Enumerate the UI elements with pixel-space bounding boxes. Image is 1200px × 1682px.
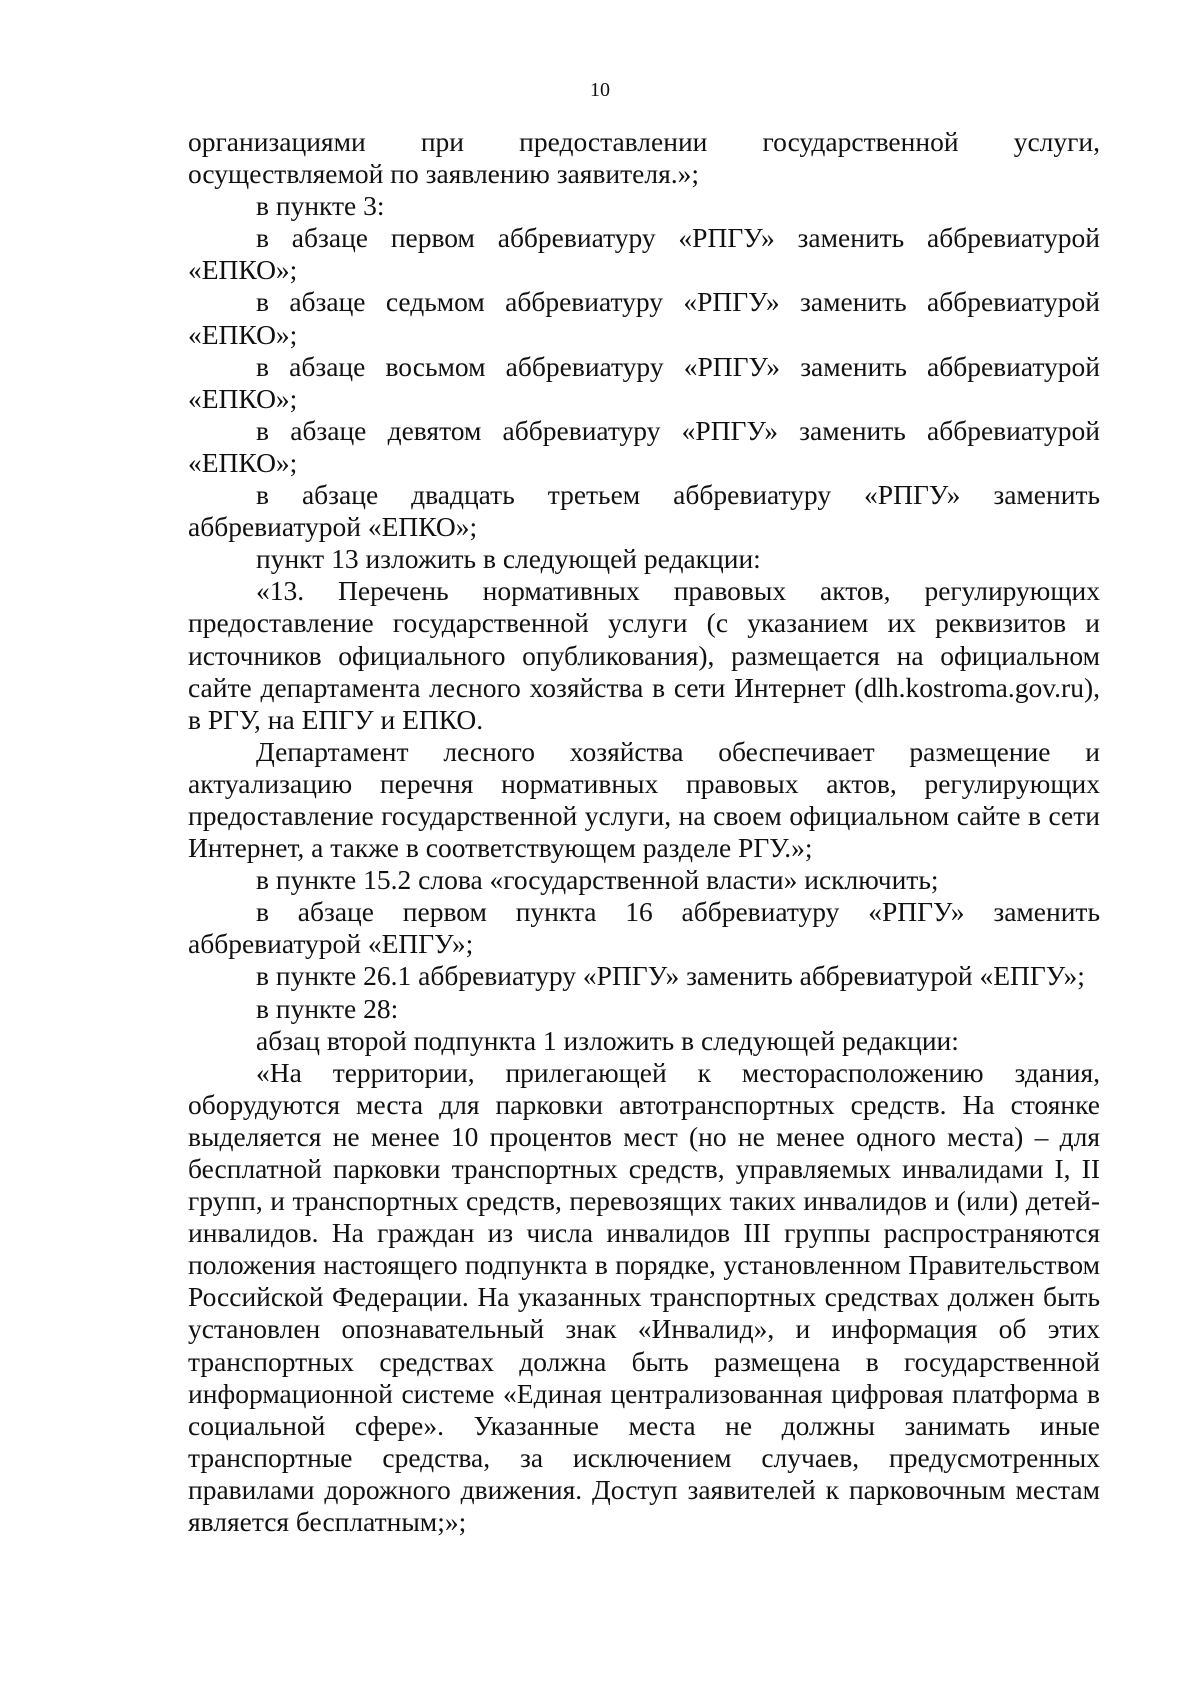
paragraph-point-28-heading: в пункте 28: — [256, 992, 399, 1024]
paragraph-point-26-1: в пункте 26.1 аббревиатуру «РПГУ» заменить аббревиатурой «ЕПГУ»; — [256, 960, 1085, 992]
paragraph-seventh-abzac: в абзаце седьмом аббревиатуру «РПГУ» заменить аббревиатурой «ЕПКО»; — [188, 286, 1100, 350]
document-body — [188, 126, 1100, 1538]
paragraph-twenty-third-abzac: в абзаце двадцать третьем аббревиатуру «РПГУ» заменить аббревиатурой «ЕПКО»; — [188, 479, 1100, 543]
paragraph-first-abzac: в абзаце первом аббревиатуру «РПГУ» заменить аббревиатурой «ЕПКО»; — [188, 222, 1100, 286]
paragraph-subpoint-1-heading: абзац второй подпункта 1 изложить в следующей редакции: — [256, 1024, 959, 1056]
paragraph-point-3-heading: в пункте 3: — [256, 190, 385, 222]
paragraph-continuation: организациями при предоставлении государственной услуги, осуществляемой по заявлению заявителя.»; — [188, 126, 1100, 190]
paragraph-point-13-heading: пункт 13 изложить в следующей редакции: — [256, 543, 761, 575]
paragraph-department-text: Департамент лесного хозяйства обеспечивает размещение и актуализацию перечня нормативных правовых актов, регулирующих предоставление государственной услуги, на своем официальном сайте в сети Интернет, а также в соответствующем разделе РГУ.»; — [188, 735, 1100, 864]
page-number: 10 — [590, 79, 610, 101]
paragraph-point-13-text: «13. Перечень нормативных правовых актов, регулирующих предоставление государственной услуги (с указанием их реквизитов и источников официального опубликования), размещается на официальном сайте департамента лесного хозяйства в сети Интернет (dlh.kostroma.gov.ru), в РГУ, на ЕПГУ и ЕПКО. — [188, 575, 1100, 735]
paragraph-point-16: в абзаце первом пункта 16 аббревиатуру «РПГУ» заменить аббревиатурой «ЕПГУ»; — [188, 896, 1100, 960]
paragraph-eighth-abzac: в абзаце восьмом аббревиатуру «РПГУ» заменить аббревиатурой «ЕПКО»; — [188, 350, 1100, 414]
paragraph-ninth-abzac: в абзаце девятом аббревиатуру «РПГУ» заменить аббревиатурой «ЕПКО»; — [188, 414, 1100, 478]
paragraph-parking-text: «На территории, прилегающей к месторасположению здания, оборудуются места для парковки автотранспортных средств. На стоянке выделяется не менее 10 процентов мест (но не менее одного места) – для бесплатной парковки транспортных средств, управляемых инвалидами I, II групп, и транспортных средств, перевозящих таких инвалидов и (или) детей-инвалидов. На граждан из числа инвалидов III группы распространяются положения настоящего подпункта в порядке, установленном Правительством Российской Федерации. На указанных транспортных средствах должен быть установлен опознавательный знак «Инвалид», и информация об этих транспортных средствах должна быть размещена в государственной информационной системе «Единая централизованная цифровая платформа в социальной сфере». Указанные места не должны занимать иные транспортные средства, за исключением случаев, предусмотренных правилами дорожного движения. Доступ заявителей к парковочным местам является бесплатным;»; — [188, 1056, 1100, 1538]
paragraph-point-15-2: в пункте 15.2 слова «государственной власти» исключить; — [256, 864, 939, 896]
